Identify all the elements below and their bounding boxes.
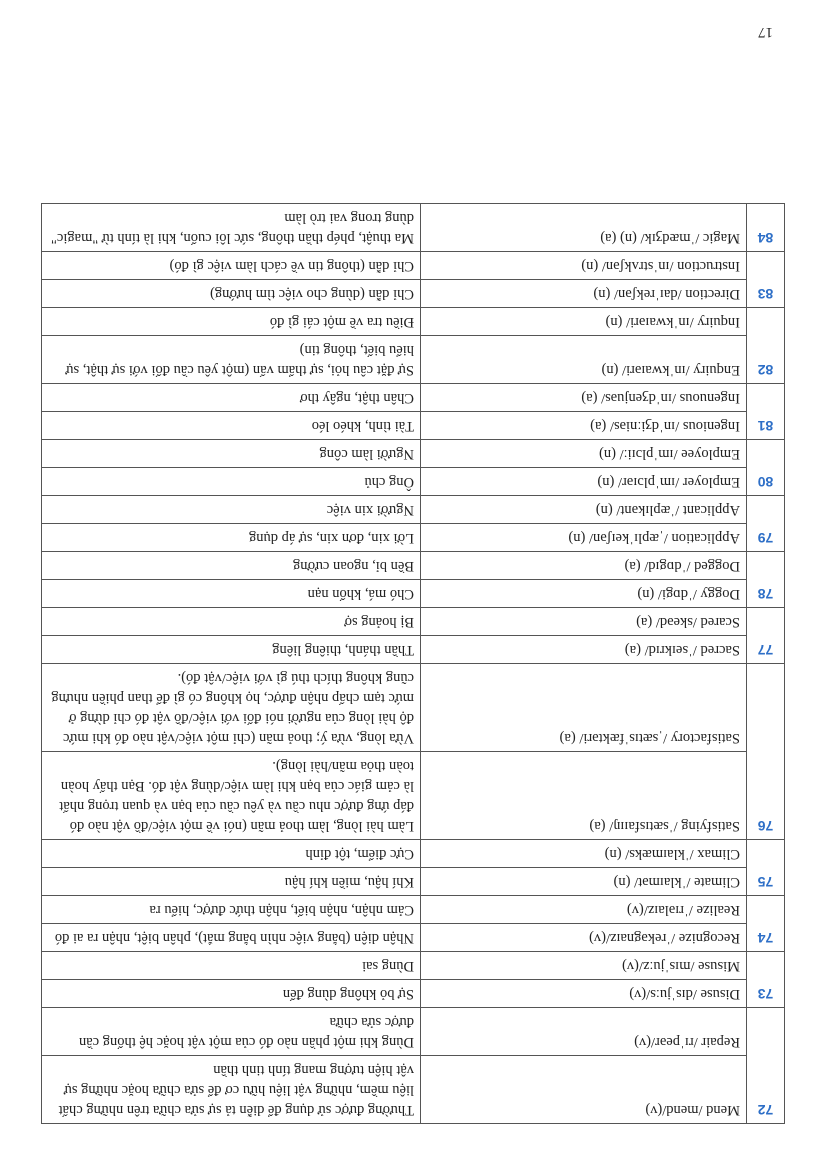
word-cell: Recognize /ˈrekəgnaɪz/(v): [421, 924, 747, 952]
entry-number: 83: [747, 252, 785, 308]
word-cell: Repair /rɪˈpeər/(v): [421, 1008, 747, 1056]
table-row: [42, 1056, 785, 1124]
word-cell: Applicant /ˈæplɪkənt/ (n): [421, 496, 747, 524]
meaning-cell: Tài tình, khéo léo: [42, 412, 421, 440]
meaning-cell: Sự bỏ không dùng đến: [42, 980, 421, 1008]
table-row: [42, 952, 785, 980]
entry-number: 84: [747, 204, 785, 252]
word-cell: Misuse /mɪsˈjuːz/(v): [421, 952, 747, 980]
word-cell: Ingenuous /ɪnˈdʒenjuəs/ (a): [421, 384, 747, 412]
entry-number: 76: [747, 664, 785, 840]
word-cell: Climate /ˈklaɪmət/ (n): [421, 868, 747, 896]
meaning-cell: Người làm công: [42, 440, 421, 468]
word-cell: Inquiry /ɪnˈkwaɪəri/ (n): [421, 308, 747, 336]
entry-number: 80: [747, 440, 785, 496]
meaning-cell: Ông chủ: [42, 468, 421, 496]
entry-number: 75: [747, 840, 785, 896]
meaning-cell: Điều tra về một cái gì đó: [42, 308, 421, 336]
meaning-cell: Dùng sai: [42, 952, 421, 980]
meaning-cell: Nhận diện (bằng việc nhìn bằng mắt), phân biệt, nhận ra ai đó: [42, 924, 421, 952]
meaning-cell: Khí hậu, miền khí hậu: [42, 868, 421, 896]
word-cell: Application /ˌæplɪˈkeɪʃən/ (n): [421, 524, 747, 552]
table-row: [42, 664, 785, 752]
table-row: [42, 496, 785, 524]
vocabulary-table: [41, 203, 785, 1124]
word-cell: Magic /ˈmædʒɪk/ (n) (a): [421, 204, 747, 252]
table-row: [42, 524, 785, 552]
meaning-cell: Cực điểm, tột đỉnh: [42, 840, 421, 868]
word-cell: Scared /skeəd/ (a): [421, 608, 747, 636]
word-cell: Satisfactory /ˌsætɪsˈfæktəri/ (a): [421, 664, 747, 752]
table-row: [42, 868, 785, 896]
word-cell: Satisfying /ˈsætɪsfaɪɪŋ/ (a): [421, 752, 747, 840]
meaning-cell: Chó má, khốn nạn: [42, 580, 421, 608]
table-row: [42, 1008, 785, 1056]
table-row: [42, 752, 785, 840]
word-cell: Ingenious /ɪnˈdʒiːniəs/ (a): [421, 412, 747, 440]
table-row: [42, 580, 785, 608]
table-row: [42, 980, 785, 1008]
table-row: [42, 280, 785, 308]
table-row: [42, 440, 785, 468]
meaning-cell: Vừa lòng, vừa ý; thoả mãn (chỉ một việc/vật nào đó khi mức độ hài lòng của người nói đối với việc/đồ vật đó chỉ dừng ở mức tạm chấp nhận được, họ không có gì để than phiền nhưng cũng không thích thú gì với việc/vật đó).: [42, 664, 421, 752]
meaning-cell: Sự đặt câu hỏi, sự thẩm vấn (một yêu cầu đối với sự thật, sự hiểu biết, thông tin): [42, 336, 421, 384]
entry-number: 74: [747, 896, 785, 952]
word-cell: Instruction /ɪnˈstrʌkʃən/ (n): [421, 252, 747, 280]
page-number: 17: [758, 24, 773, 40]
word-cell: Dogged /ˈdɒgɪd/ (a): [421, 552, 747, 580]
table-row: [42, 924, 785, 952]
meaning-cell: Ma thuật, phép thần thông, sức lôi cuốn, khi là tính từ "magic" dùng trong vai trò làm: [42, 204, 421, 252]
table-row: [42, 336, 785, 384]
meaning-cell: Chân thật, ngây thơ: [42, 384, 421, 412]
table-row: [42, 636, 785, 664]
table-row: [42, 896, 785, 924]
entry-number: 78: [747, 552, 785, 608]
table-row: [42, 468, 785, 496]
table-row: [42, 384, 785, 412]
word-cell: Realize /ˈrɪəlaɪz/(v): [421, 896, 747, 924]
word-cell: Climax /ˈklaɪmæks/ (n): [421, 840, 747, 868]
meaning-cell: Cảm nhận, nhận biết, nhận thức được, hiểu ra: [42, 896, 421, 924]
meaning-cell: Lời xin, đơn xin, sự áp dụng: [42, 524, 421, 552]
meaning-cell: Thường được sử dụng để diễn tả sự sửa chữa trên những chất liệu mềm, những vật liệu hữu cơ để sửa chữa hoặc những sự vật hiện tượng mang tính tinh thần: [42, 1056, 421, 1124]
meaning-cell: Bị hoảng sợ: [42, 608, 421, 636]
word-cell: Employee /ɪmˈplɔɪiː/ (n): [421, 440, 747, 468]
table-row: [42, 412, 785, 440]
meaning-cell: Thần thánh, thiêng liêng: [42, 636, 421, 664]
word-cell: Direction /daɪˈrekʃən/ (n): [421, 280, 747, 308]
table-row: [42, 204, 785, 252]
table-row: [42, 252, 785, 280]
entry-number: 77: [747, 608, 785, 664]
table-row: [42, 308, 785, 336]
word-cell: Mend /mend/(v): [421, 1056, 747, 1124]
word-cell: Employer /ɪmˈplɔɪər/ (n): [421, 468, 747, 496]
entry-number: 73: [747, 952, 785, 1008]
meaning-cell: Dùng khi một phần nào đó của một vật hoặc hệ thống cần được sửa chữa: [42, 1008, 421, 1056]
table-row: [42, 608, 785, 636]
word-cell: Doggy /ˈdɒgi/ (n): [421, 580, 747, 608]
word-cell: Enquiry /ɪnˈkwaɪəri/ (n): [421, 336, 747, 384]
meaning-cell: Chỉ dẫn (dùng cho việc tìm hướng): [42, 280, 421, 308]
table-row: [42, 840, 785, 868]
table-row: [42, 552, 785, 580]
word-cell: Disuse /dɪsˈjuːs/(v): [421, 980, 747, 1008]
meaning-cell: Bền bỉ, ngoan cường: [42, 552, 421, 580]
meaning-cell: Làm hài lòng, làm thoả mãn (nói về một việc/đồ vật nào đó đáp ứng được nhu cầu và yêu cầu của bạn và quan trọng nhất là cảm giác của bạn khi làm việc/dùng vật đó. Bạn thấy hoàn toàn thỏa mãn/hài lòng).: [42, 752, 421, 840]
entry-number: 81: [747, 384, 785, 440]
entry-number: 82: [747, 308, 785, 384]
entry-number: 72: [747, 1008, 785, 1124]
word-cell: Sacred /ˈseɪkrɪd/ (a): [421, 636, 747, 664]
entry-number: 79: [747, 496, 785, 552]
meaning-cell: Chỉ dẫn (thông tin về cách làm việc gì đó): [42, 252, 421, 280]
meaning-cell: Người xin việc: [42, 496, 421, 524]
